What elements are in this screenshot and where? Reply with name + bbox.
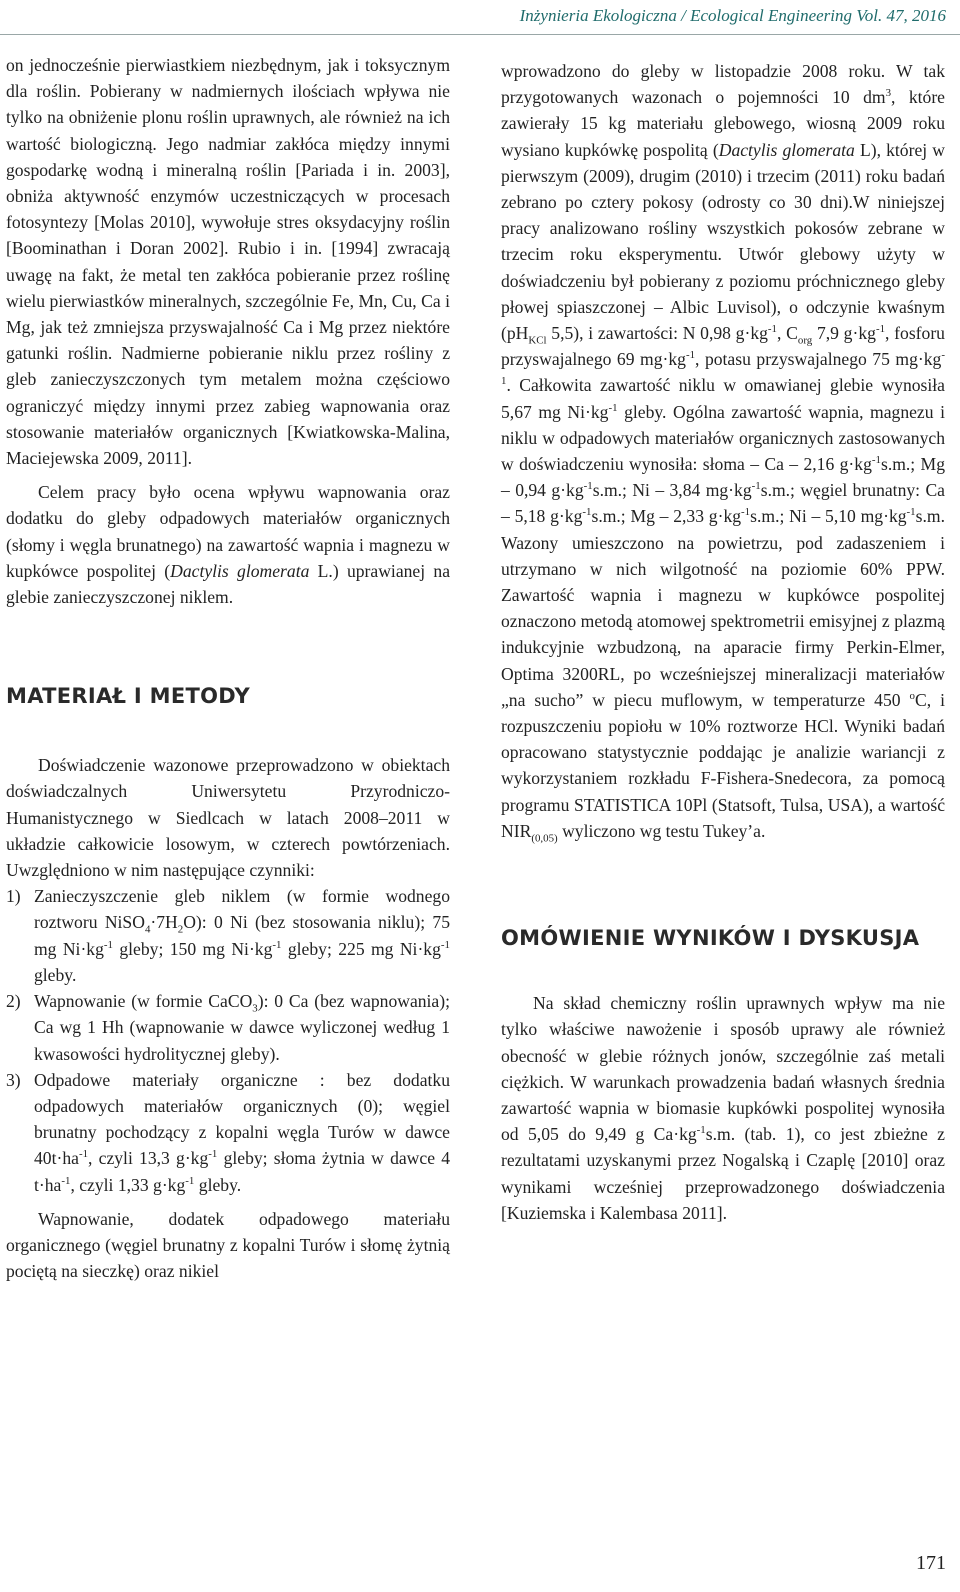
page-number: 171: [916, 1552, 946, 1574]
right-column: [501, 58, 945, 1226]
paragraph-methods: Doświadczenie wazonowe przeprowadzono w obiektach doświadczalnych Uniwersytetu Przyrodniczo-Humanistycznego w Siedlcach w latach 2008–2011 w układzie całkowicie losowym, w czterech powtórzeniach. Uwzględniono w nim następujące czynniki:: [6, 755, 450, 881]
section-heading-methods: MATERIAŁ I METODY: [6, 684, 250, 709]
header-rule: [0, 34, 960, 35]
paragraph-intro: on jednocześnie pierwiastkiem niezbędnym, jak i toksycznym dla roślin. Pobierany w nadmiernych ilościach wpływa nie tylko na obniżenie plonu roślin uprawnych, ale również na ich wartość biologiczną. Jego nadmiar zakłóca między innymi gospodarkę wodną i mineralną roślin [Pariada i in. 2003], obniża aktywność enzymów uczestniczących w procesach fotosyntezy [Molas 2010], wywołuje stres oksydacyjny roślin [Boominathan i Doran 2002]. Rubio i in. [1994] zwracają uwagę na fakt, że metal ten zakłóca pobieranie przez roślinę wielu pierwiastków mineralnych, szczególnie Fe, Mn, Cu, Ca i Mg, jak też zmniejsza przyswajalność Ca i Mg przez niektóre gatunki roślin. Nadmierne pobieranie niklu przez rośliny z gleb zanieczyszczonych tym metalem można częściowo ograniczyć między innymi przez zabieg wapnowania oraz stosowanie materiałów organicznych [Kwiatkowska-Malina, Maciejewska 2009, 2011].: [6, 55, 450, 469]
left-column: [6, 52, 450, 1284]
section-heading-results: OMÓWIENIE WYNIKÓW I DYSKUSJA: [501, 926, 920, 951]
paragraph-experiment: wprowadzono do gleby w listopadzie 2008 roku. W tak przygotowanych wazonach o pojemności 10 $dm^3$, które zawierały 15 kg materiału glebowego, wiosną 2009 roku wysiano kupkówkę pospolitą (Dactylis glomerata L), której w pierwszym (2009), drugim (2010) i trzecim (2011) roku badań zebrano po cztery pokosy (odrosty co 30 dni).W niniejszej pracy analizowano rośliny wszystkich pokosów zebrane w trzecim roku eksperymentu. Utwór glebowy użyty w doświadczeniu był pobierany z poziomu próchnicznego gleby płowej spiaszczonej – Albic Luvisol), o odczynie kwaśnym ($pH_{KCl}$ 5,5), i zawartości: N 0,98 $g\cdot kg^{-1}$, $C_{org}$ 7,9 $g\cdot kg^{-1}$, fosforu przyswajalnego 69 $mg\cdot kg^{-1}$, potasu przyswajalnego 75 $mg\cdot kg^{-1}$. Całkowita zawartość niklu w omawianej glebie wynosiła 5,67 mg $Ni\cdot kg^{-1}$ gleby. Ogólna zawartość wapnia, magnezu i niklu w odpadowych materiałów organicznych zastosowanych w doświadczeniu wynosiła: słoma – Ca – 2,16 $g\cdot kg^{-1}s.m$.; Mg – 0,94 $g\cdot kg^{-1}s.m$.; Ni – 3,84 $mg\cdot kg^{-1}s.m$.; węgiel brunatny: Ca – 5,18 $g\cdot kg^{-1}s.m$.; Mg – 2,33 $g\cdot kg^{-1}s.m$.; Ni – 5,10 $mg\cdot kg^{-1}s.m$. Wazony umieszczono na powietrzu, pod zadaszeniem i utrzymano w nich wilgotność na poziomie 60% PPW. Zawartość wapnia i magnezu w kupkówce pospolitej oznaczono metodą atomowej spektrometrii emisyjnej z plazmą indukcyjnie wzbudzoną, na aparacie firmy Perkin-Elmer, Optima 3200RL, po wcześniejszej mineralizacji materiałów „na sucho” w piecu muflowym, w temperaturze 450 $^o$C, i rozpuszczeniu popiołu w 10% roztworze HCl. Wyniki badań opracowano statystycznie poddając je analizie wariancji z wykorzystaniem rozkładu F-Fishera-Snedecora, za pomocą programu STATISTICA 10Pl (Statsoft, Tulsa, USA), a wartość $NIR_{(0,05)}$ wyliczono wg testu Tukey’a.: [501, 61, 946, 845]
list-item: 2) Wapnowanie (w formie CaCO$_3$): 0 Ca (bez wapnowania); Ca wg 1 Hh (wapnowanie w dawce wyliczonej według 1 kwasowości hydrolitycznej gleby).: [6, 991, 450, 1064]
paragraph-liming: Wapnowanie, dodatek odpadowego materiału organicznego (węgiel brunatny z kopalni Turów i słomę żytnią pociętą na sieczkę) oraz nikiel: [6, 1208, 450, 1282]
list-item: 1) Zanieczyszczenie gleb niklem (w formie wodnego roztworu $NiSO_4\cdot 7H_2O$): 0 Ni (bez stosowania niklu); 75 mg $Ni\cdot kg^{-1}$ gleby; 150 mg $Ni\cdot kg^{-1}$ gleby; 225 mg $Ni\cdot kg^{-1}$ gleby.: [6, 886, 451, 985]
journal-header: Inżynieria Ekologiczna / Ecological Engineering Vol. 47, 2016: [519, 6, 946, 25]
paragraph-aim: Celem pracy było ocena wpływu wapnowania oraz dodatku do gleby odpadowych materiałów organicznych (słomy i węgla brunatnego) na zawartość wapnia i magnezu w kupkówce pospolitej (Dactylis glomerata L.) uprawianej na glebie zanieczyszczonej niklem.: [6, 482, 451, 608]
factor-list: [6, 883, 450, 1197]
list-item: 3) Odpadowe materiały organiczne : bez dodatku odpadowych materiałów organicznych (0); węgiel brunatny pochodzący z kopalni węgla Turów w dawce $40t\cdot ha^{-1}$, czyli 13,3 $g\cdot kg^{-1}$ gleby; słoma żytnia w dawce 4 $t\cdot ha^{-1}$, czyli 1,33 $g\cdot kg^{-1}$ gleby.: [6, 1069, 450, 1195]
paragraph-results: Na skład chemiczny roślin uprawnych wpływ ma nie tylko właściwe nawożenie i sposób uprawy ale również obecność w glebie różnych jonów, szczególnie zaś metali ciężkich. W warunkach prowadzenia badań własnych średnia zawartość wapnia w biomasie kupkówki pospolitej wynosiła od 5,05 do 9,49 g $Ca\cdot kg^{-1}s.m$. (tab. 1), co jest zbieżne z rezultatami uzyskanymi przez Nogalską i Czaplę [2010] oraz wynikami wcześniej przeprowadzonego doświadczenia [Kuziemska i Kalembasa 2011].: [501, 993, 945, 1223]
